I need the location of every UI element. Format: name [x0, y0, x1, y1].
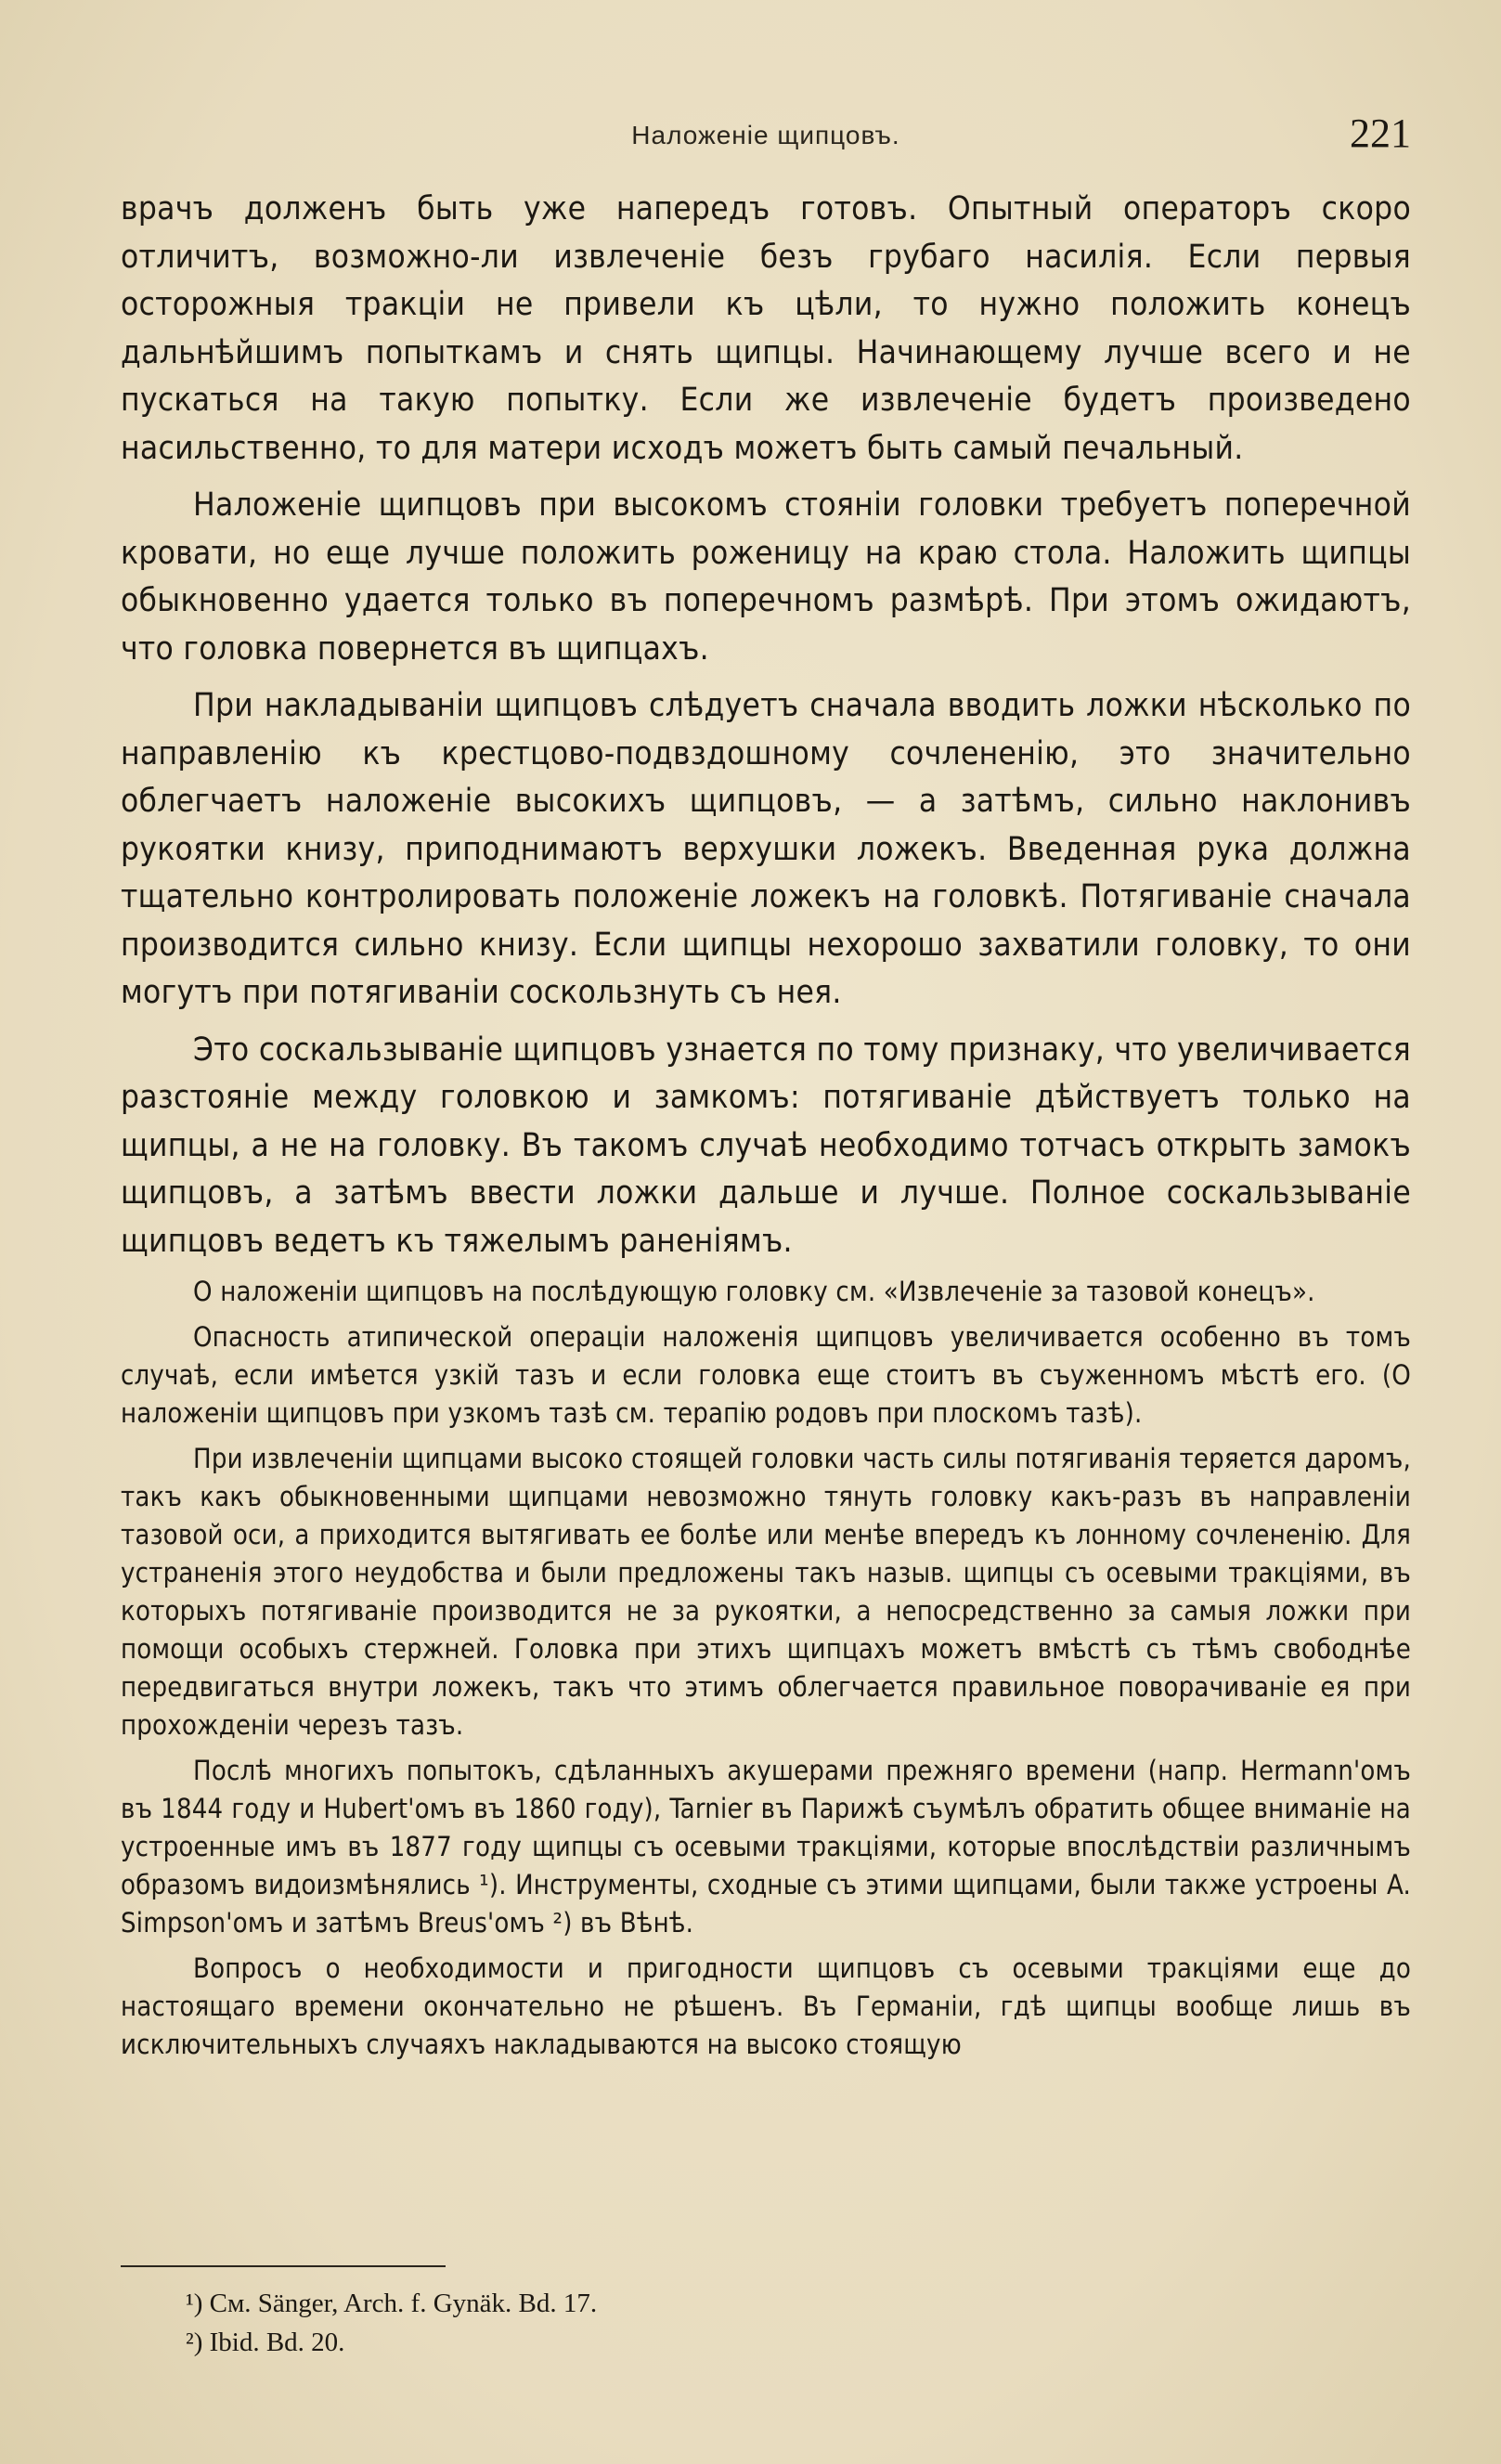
paragraph-axis-traction: При извлеченіи щипцами высоко стоящей головки часть силы потягиванія теряется даромъ, такъ какъ обыкновенными щипцами невозможно тянуть головку какъ-разъ въ направленіи тазовой оси, а приходится вытягивать ее болѣе или менѣе впередъ къ лонному сочлененію. Для устраненія этого неудобства и были предложены такъ назыв. щипцы съ осевыми тракціями, въ которыхъ потягиваніе производится не за рукоятки, а непосредственно за самыя ложки при помощи особыхъ стержней. Головка при этихъ щипцахъ можетъ вмѣстѣ съ тѣмъ свободнѣе передвигаться внутри ложекъ, такъ что этимъ облегчается правильное поворачиваніе ея при прохожденіи черезъ тазъ. — [121, 1443, 1411, 1741]
paragraph-slipping: Это соскальзываніе щипцовъ узнается по тому признаку, что увеличивается разстояніе между головкою и замкомъ: потягиваніе дѣйствуетъ только на щипцы, а не на головку. Въ такомъ случаѣ необходимо тотчасъ открыть замокъ щипцовъ, а затѣмъ ввести ложки дальше и лучше. Полное соскальзываніе щипцовъ ведетъ къ тяжелымъ раненіямъ. — [121, 1031, 1411, 1260]
footnote-rule — [121, 2265, 446, 2267]
footnote-2: ²) Ibid. Bd. 20. — [186, 2328, 345, 2357]
paragraph-high-forceps: Наложеніе щипцовъ при высокомъ стояніи головки требуетъ поперечной кровати, но еще лучше положить роженицу на краю стола. Наложить щипцы обыкновенно удается только въ поперечномъ размѣрѣ. При этомъ ожидаютъ, что головка повернется въ щипцахъ. — [121, 486, 1411, 668]
footnotes — [121, 2265, 1411, 2362]
paragraph-question: Вопросъ о необходимости и пригодности щипцовъ съ осевыми тракціями еще до настоящаго времени окончательно не рѣшенъ. Въ Германіи, гдѣ щипцы вообще лишь въ исключительныхъ случаяхъ накладываются на высоко стоящую — [121, 1952, 1411, 2060]
paragraph-history: Послѣ многихъ попытокъ, сдѣланныхъ акушерами прежняго времени (напр. Hermann'омъ въ 1844 году и Hubert'омъ въ 1860 году), Tarnier въ Парижѣ съумѣлъ обратить общее вниманіе на устроенные имъ въ 1877 году щипцы съ осевыми тракціями, которые впослѣдствіи различнымъ образомъ видоизмѣнялись ¹). Инструменты, сходные съ этими щипцами, были также устроены A. Simpson'омъ и затѣмъ Breus'омъ ²) въ Вѣнѣ. — [121, 1755, 1411, 1939]
body-text — [121, 186, 1411, 2064]
footnote-1: ¹) См. Sänger, Arch. f. Gynäk. Bd. 17. — [186, 2289, 598, 2318]
paragraph-aftercoming-head: О наложеніи щипцовъ на послѣдующую головку см. «Извлеченіе за тазовой конецъ». — [193, 1276, 1315, 1307]
paragraph-continuation: врачъ долженъ быть уже напередъ готовъ. Опытный операторъ скоро отличитъ, возможно-ли извлеченіе безъ грубаго насилія. Если первыя осторожныя тракціи не привели къ цѣли, то нужно положить конецъ дальнѣйшимъ попыткамъ и снять щипцы. Начинающему лучше всего и не пускаться на такую попытку. Если же извлеченіе будетъ произведено насильственно, то для матери исходъ можетъ быть самый печальный. — [121, 190, 1411, 467]
page-number: 221 — [1350, 110, 1411, 156]
paragraph-application: При накладываніи щипцовъ слѣдуетъ сначала вводить ложки нѣсколько по направленію къ крестцово-подвздошному сочлененію, это значительно облегчаетъ наложеніе высокихъ щипцовъ, — а затѣмъ, сильно наклонивъ рукоятки книзу, приподнимаютъ верхушки ложекъ. Введенная рука должна тщательно контролировать положеніе ложекъ на головкѣ. Потягиваніе сначала производится сильно книзу. Если щипцы нехорошо захватили головку, то они могутъ при потягиваніи соскользнуть съ нея. — [121, 687, 1411, 1011]
running-head — [121, 110, 1411, 165]
paragraph-danger: Опасность атипической операціи наложенія щипцовъ увеличивается особенно въ томъ случаѣ, если имѣется узкій тазъ и если головка еще стоитъ въ съуженномъ мѣстѣ его. (О наложеніи щипцовъ при узкомъ тазѣ см. терапію родовъ при плоскомъ тазѣ). — [121, 1321, 1411, 1429]
running-head-title: Наложеніе щипцовъ. — [631, 121, 900, 149]
